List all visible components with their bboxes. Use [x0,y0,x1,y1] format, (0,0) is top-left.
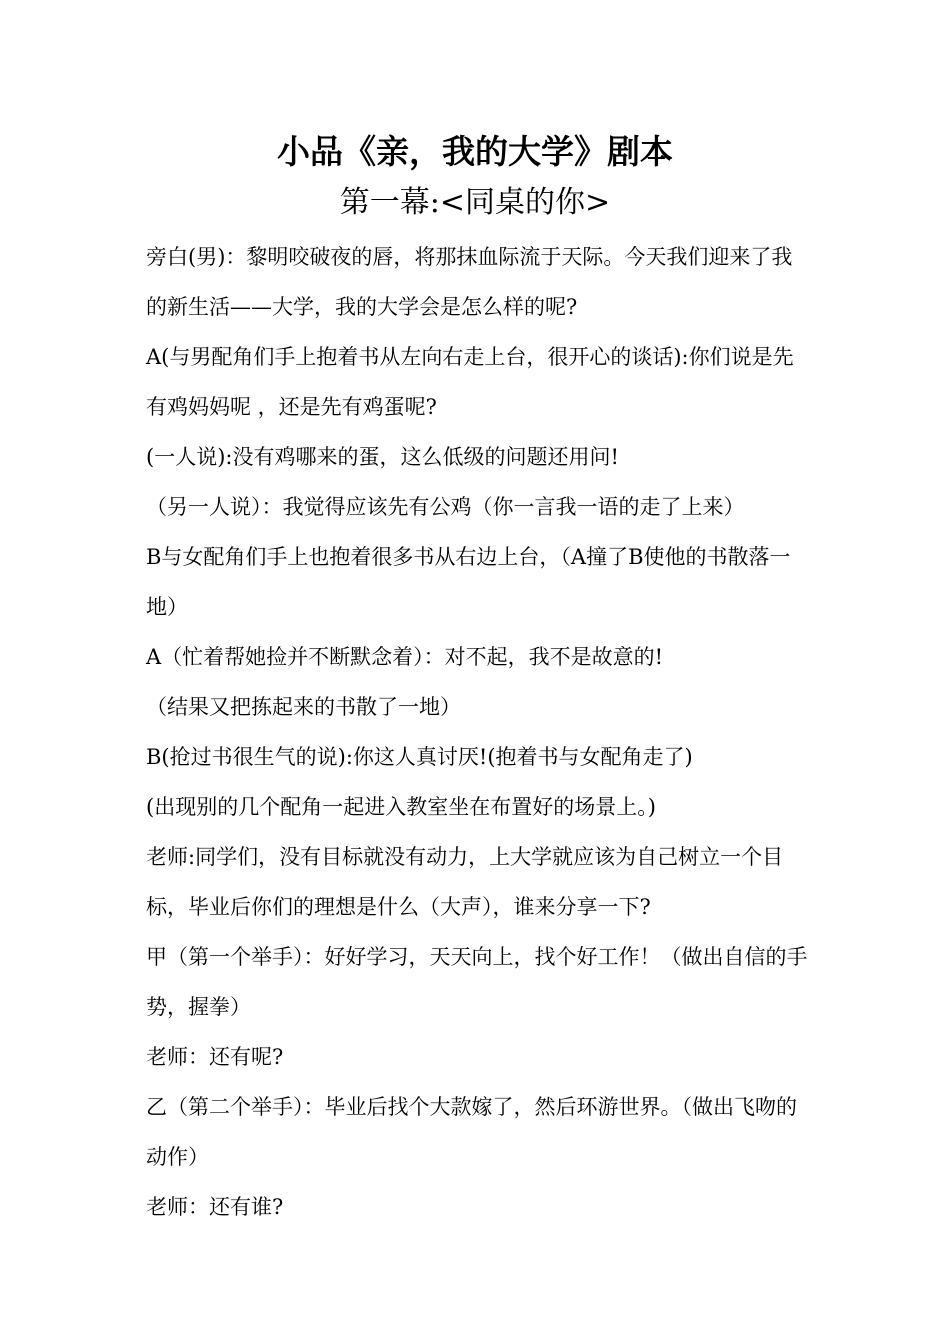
act-heading: 第一幕:<同桌的你> [339,185,611,220]
script-line: 老师：还有谁? [146,1195,284,1219]
script-body [146,232,810,1232]
script-line: A（忙着帮她捡并不断默念着）：对不起，我不是故意的! [146,645,664,669]
script-line: B(抢过书很生气的说):你这人真讨厌!(抱着书与女配角走了) [146,745,693,769]
page-title: 小品《亲，我的大学》剧本 [277,132,673,171]
script-line: B与女配角们手上也抱着很多书从右边上台，（A撞了B使他的书散落一地） [146,545,791,619]
script-line: （结果又把拣起来的书散了一地） [146,695,461,719]
script-line: （另一人说）：我觉得应该先有公鸡（你一言我一语的走了上来） [146,495,745,519]
script-line: 甲（第一个举手）：好好学习，天天向上，找个好工作！（做出自信的手势，握拳） [146,945,808,1019]
script-line: (一人说):没有鸡哪来的蛋，这么低级的问题还用问! [146,445,619,469]
script-line: (出现别的几个配角一起进入教室坐在布置好的场景上。) [146,795,656,819]
script-line: 老师：还有呢? [146,1045,284,1069]
script-line: A(与男配角们手上抱着书从左向右走上台，很开心的谈话):你们说是先有鸡妈妈呢 ，还是先有鸡蛋呢? [146,345,794,419]
script-line: 旁白(男)：黎明咬破夜的唇，将那抹血际流于天际。今天我们迎来了我的新生活——大学，我的大学会是怎么样的呢? [146,245,793,319]
script-line: 乙（第二个举手）：毕业后找个大款嫁了，然后环游世界。（做出飞吻的动作） [146,1095,797,1169]
script-line: 老师:同学们，没有目标就没有动力，上大学就应该为自己树立一个目标，毕业后你们的理想是什么（大声），谁来分享一下? [146,845,784,919]
